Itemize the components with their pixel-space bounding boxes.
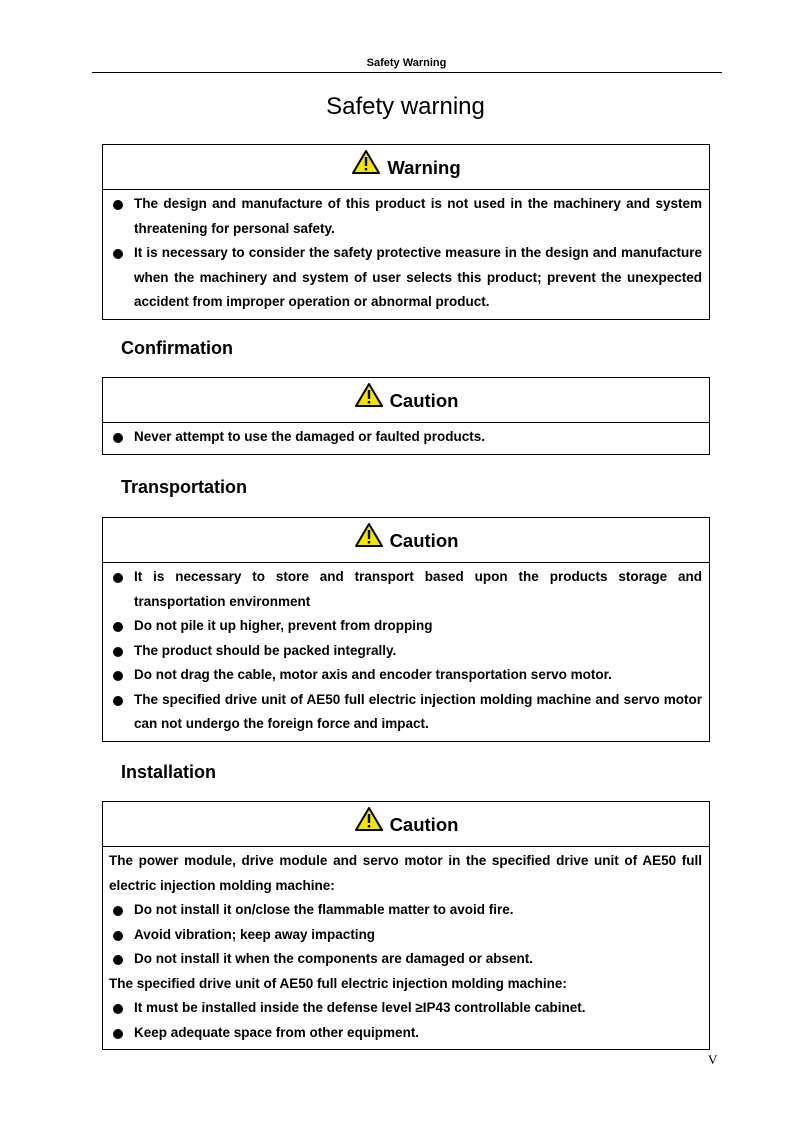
confirmation-caution-box: [102, 377, 710, 455]
list-item: It must be installed inside the defense level ≥IP43 controllable cabinet.: [109, 996, 702, 1021]
caution-box-header: [103, 802, 709, 847]
list-item: It is necessary to consider the safety protective measure in the design and manufacture when the machinery and system of user selects this product; prevent the unexpected accident from improper operation or abnormal product.: [109, 241, 702, 315]
caution-box-header: [103, 518, 709, 563]
list-item: Never attempt to use the damaged or faulted products.: [109, 425, 702, 450]
warning-triangle-icon: [354, 806, 384, 832]
page-title: Safety warning: [326, 93, 485, 120]
list-item: Do not pile it up higher, prevent from dropping: [109, 614, 702, 639]
list-item: It is necessary to store and transport based upon the products storage and transportation environment: [109, 565, 702, 614]
list-item: Do not install it on/close the flammable matter to avoid fire.: [109, 898, 702, 923]
list-item: The product should be packed integrally.: [109, 639, 702, 664]
list-item: The specified drive unit of AE50 full electric injection molding machine and servo motor can not undergo the foreign force and impact.: [109, 688, 702, 737]
list-item: Avoid vibration; keep away impacting: [109, 923, 702, 948]
warning-box: [102, 144, 710, 320]
warning-triangle-icon: [354, 382, 384, 408]
intro-text: The power module, drive module and servo motor in the specified drive unit of AE50 full electric injection molding machine:: [109, 853, 702, 893]
section-heading-confirmation: Confirmation: [121, 338, 233, 358]
caution-label: Caution: [389, 814, 459, 835]
list-item: Do not install it when the components are damaged or absent.: [109, 947, 702, 972]
section-heading-installation: Installation: [121, 762, 217, 782]
warning-triangle-icon: [351, 149, 381, 175]
header-rule: [92, 72, 722, 73]
warning-label: Warning: [387, 157, 461, 178]
page-number: V: [708, 1052, 718, 1067]
transportation-caution-box: [102, 517, 710, 742]
running-header: Safety Warning: [366, 57, 447, 69]
list-item: The design and manufacture of this product is not used in the machinery and system threatening for personal safety.: [109, 192, 702, 241]
intro-text: The specified drive unit of AE50 full electric injection molding machine:: [109, 975, 567, 991]
section-heading-transportation: Transportation: [121, 477, 248, 497]
caution-box-header: [103, 378, 709, 423]
caution-label: Caution: [389, 390, 459, 411]
warning-box-header: [103, 145, 709, 190]
list-item: Keep adequate space from other equipment.: [109, 1021, 702, 1046]
installation-caution-box: [102, 801, 710, 1050]
list-item: Do not drag the cable, motor axis and encoder transportation servo motor.: [109, 663, 702, 688]
caution-label: Caution: [389, 530, 459, 551]
warning-triangle-icon: [354, 522, 384, 548]
